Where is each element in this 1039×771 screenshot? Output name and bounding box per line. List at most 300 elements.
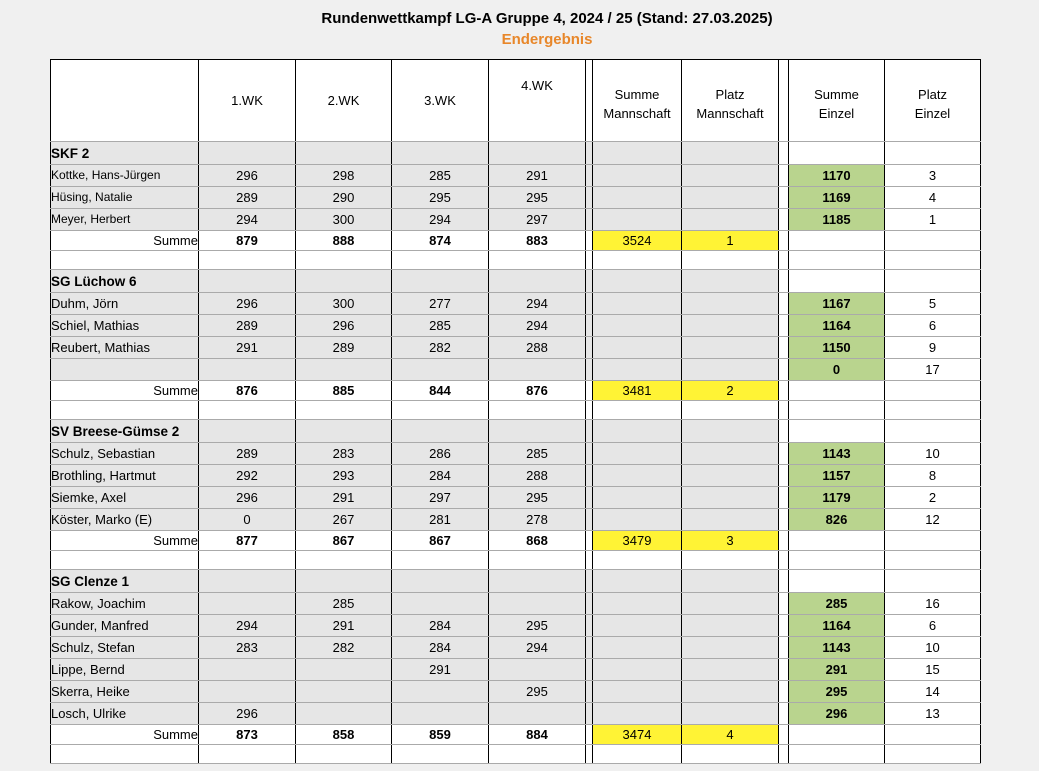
summe-einzel: 1143: [789, 443, 885, 465]
empty-cell: [682, 570, 779, 593]
empty-cell: [296, 551, 392, 570]
empty-cell: [779, 551, 789, 570]
team-header-row: [51, 142, 981, 165]
wk4-score: 291: [489, 165, 586, 187]
sum-label: Summe: [51, 531, 199, 551]
empty-cell: [392, 745, 489, 764]
empty-cell: [593, 209, 682, 231]
empty-cell: [885, 142, 981, 165]
empty-cell: [789, 725, 885, 745]
empty-cell: [682, 315, 779, 337]
empty-cell: [593, 293, 682, 315]
wk2-score: 291: [296, 487, 392, 509]
platz-einzel: 15: [885, 659, 981, 681]
wk1-total: 876: [199, 381, 296, 401]
platz-mannschaft: 3: [682, 531, 779, 551]
separator-cell: [779, 509, 789, 531]
empty-cell: [392, 142, 489, 165]
empty-cell: [682, 615, 779, 637]
empty-cell: [682, 401, 779, 420]
empty-cell: [199, 142, 296, 165]
wk3-total: 867: [392, 531, 489, 551]
shooter-name: Rakow, Joachim: [51, 593, 199, 615]
platz-einzel: 14: [885, 681, 981, 703]
empty-cell: [199, 251, 296, 270]
empty-cell: [789, 531, 885, 551]
wk2-total: 885: [296, 381, 392, 401]
separator-cell: [586, 293, 593, 315]
empty-cell: [593, 420, 682, 443]
shooter-row: [51, 681, 981, 703]
summe-einzel: 826: [789, 509, 885, 531]
wk1-score: 292: [199, 465, 296, 487]
wk1-total: 877: [199, 531, 296, 551]
platz-einzel: 3: [885, 165, 981, 187]
wk1-score: 296: [199, 165, 296, 187]
shooter-name: Lippe, Bernd: [51, 659, 199, 681]
team-sum-row: [51, 725, 981, 745]
page-title: Rundenwettkampf LG-A Gruppe 4, 2024 / 25 (Stand: 27.03.2025): [321, 10, 773, 27]
separator-cell: [586, 615, 593, 637]
empty-cell: [682, 487, 779, 509]
wk1-score: 289: [199, 187, 296, 209]
shooter-row: [51, 487, 981, 509]
empty-cell: [789, 231, 885, 251]
empty-cell: [593, 315, 682, 337]
summe-mannschaft: 3474: [593, 725, 682, 745]
platz-einzel: 6: [885, 615, 981, 637]
separator-cell: [779, 487, 789, 509]
empty-cell: [296, 420, 392, 443]
shooter-row: [51, 615, 981, 637]
wk4-score: 278: [489, 509, 586, 531]
separator-cell: [586, 725, 593, 745]
separator-cell: [779, 270, 789, 293]
summe-einzel: 1185: [789, 209, 885, 231]
wk1-score: 289: [199, 315, 296, 337]
empty-cell: [885, 531, 981, 551]
empty-cell: [593, 251, 682, 270]
shooter-name: Gunder, Manfred: [51, 615, 199, 637]
sum-label: Summe: [51, 381, 199, 401]
summe-einzel: 1179: [789, 487, 885, 509]
shooter-row: [51, 703, 981, 725]
separator-cell: [586, 593, 593, 615]
header-wk1: 1.WK: [199, 60, 296, 142]
separator-cell: [586, 142, 593, 165]
wk3-score: 281: [392, 509, 489, 531]
wk1-score: 289: [199, 443, 296, 465]
empty-cell: [593, 509, 682, 531]
separator-cell: [586, 465, 593, 487]
summe-mannschaft: 3481: [593, 381, 682, 401]
header-summe-mannschaft: Summe Mannschaft: [593, 60, 682, 142]
summe-mannschaft: 3479: [593, 531, 682, 551]
wk2-total: 888: [296, 231, 392, 251]
wk3-score: 295: [392, 187, 489, 209]
separator-cell: [779, 337, 789, 359]
separator-cell: [779, 725, 789, 745]
separator-cell: [779, 187, 789, 209]
empty-cell: [586, 551, 593, 570]
empty-cell: [593, 681, 682, 703]
empty-cell: [593, 142, 682, 165]
empty-cell: [51, 251, 199, 270]
wk2-score: 300: [296, 209, 392, 231]
spacer-row: [51, 251, 981, 270]
summe-einzel: 1167: [789, 293, 885, 315]
empty-cell: [489, 420, 586, 443]
separator-cell: [779, 703, 789, 725]
separator-cell: [586, 570, 593, 593]
wk4-total: 876: [489, 381, 586, 401]
wk1-total: 873: [199, 725, 296, 745]
empty-cell: [682, 637, 779, 659]
header-wk4: 4.WK: [489, 60, 586, 142]
empty-cell: [51, 745, 199, 764]
header-platz-einzel: Platz Einzel: [885, 60, 981, 142]
wk2-score: 282: [296, 637, 392, 659]
empty-cell: [682, 359, 779, 381]
wk4-score: [489, 593, 586, 615]
page-subtitle: Endergebnis: [501, 31, 593, 48]
header-wk3: 3.WK: [392, 60, 489, 142]
team-header-row: [51, 570, 981, 593]
separator-cell: [779, 231, 789, 251]
wk2-total: 867: [296, 531, 392, 551]
separator-cell: [586, 359, 593, 381]
wk3-score: 294: [392, 209, 489, 231]
empty-cell: [296, 270, 392, 293]
empty-cell: [682, 745, 779, 764]
empty-cell: [593, 165, 682, 187]
empty-cell: [586, 251, 593, 270]
separator-cell: [779, 381, 789, 401]
shooter-row: [51, 165, 981, 187]
summe-einzel: 295: [789, 681, 885, 703]
shooter-name: Skerra, Heike: [51, 681, 199, 703]
empty-cell: [789, 401, 885, 420]
wk1-score: 296: [199, 293, 296, 315]
empty-cell: [682, 551, 779, 570]
wk1-score: 0: [199, 509, 296, 531]
empty-cell: [199, 570, 296, 593]
wk3-score: 284: [392, 637, 489, 659]
empty-cell: [199, 551, 296, 570]
team-name: SKF 2: [51, 142, 199, 165]
empty-cell: [199, 401, 296, 420]
wk1-score: [199, 359, 296, 381]
empty-cell: [682, 209, 779, 231]
empty-cell: [885, 401, 981, 420]
summe-einzel: 1170: [789, 165, 885, 187]
shooter-row: [51, 359, 981, 381]
shooter-name: Köster, Marko (E): [51, 509, 199, 531]
wk2-score: 290: [296, 187, 392, 209]
team-name: SG Clenze 1: [51, 570, 199, 593]
separator-cell: [779, 465, 789, 487]
wk2-score: [296, 659, 392, 681]
team-sum-row: [51, 231, 981, 251]
wk2-score: 283: [296, 443, 392, 465]
summe-einzel: 1164: [789, 615, 885, 637]
empty-cell: [885, 745, 981, 764]
empty-cell: [392, 551, 489, 570]
sum-label: Summe: [51, 231, 199, 251]
spacer-row: [51, 401, 981, 420]
empty-cell: [489, 251, 586, 270]
empty-cell: [593, 551, 682, 570]
wk3-score: 277: [392, 293, 489, 315]
header-row: [51, 60, 981, 142]
wk3-score: [392, 359, 489, 381]
separator-cell: [586, 637, 593, 659]
shooter-name: Reubert, Mathias: [51, 337, 199, 359]
separator-cell: [586, 231, 593, 251]
empty-cell: [593, 745, 682, 764]
empty-cell: [682, 509, 779, 531]
platz-einzel: 8: [885, 465, 981, 487]
empty-cell: [682, 593, 779, 615]
wk1-score: 296: [199, 703, 296, 725]
wk4-score: 297: [489, 209, 586, 231]
separator-cell: [779, 615, 789, 637]
empty-cell: [489, 270, 586, 293]
shooter-row: [51, 187, 981, 209]
empty-cell: [682, 443, 779, 465]
empty-cell: [593, 570, 682, 593]
empty-cell: [789, 745, 885, 764]
empty-cell: [779, 251, 789, 270]
separator-cell: [586, 509, 593, 531]
wk4-score: 288: [489, 337, 586, 359]
header-summe-einzel: Summe Einzel: [789, 60, 885, 142]
wk2-score: 296: [296, 315, 392, 337]
separator-cell: [779, 443, 789, 465]
empty-cell: [489, 570, 586, 593]
wk4-score: [489, 659, 586, 681]
empty-cell: [593, 659, 682, 681]
shooter-name: [51, 359, 199, 381]
empty-cell: [392, 420, 489, 443]
wk2-score: 300: [296, 293, 392, 315]
separator-cell: [586, 187, 593, 209]
platz-einzel: 4: [885, 187, 981, 209]
shooter-name: Schulz, Stefan: [51, 637, 199, 659]
wk3-total: 844: [392, 381, 489, 401]
summe-mannschaft: 3524: [593, 231, 682, 251]
empty-cell: [593, 465, 682, 487]
empty-cell: [392, 251, 489, 270]
separator-cell: [586, 337, 593, 359]
empty-cell: [392, 270, 489, 293]
empty-cell: [392, 401, 489, 420]
platz-einzel: 13: [885, 703, 981, 725]
empty-cell: [682, 420, 779, 443]
empty-cell: [392, 570, 489, 593]
summe-einzel: 1150: [789, 337, 885, 359]
empty-cell: [296, 745, 392, 764]
wk1-score: 296: [199, 487, 296, 509]
empty-cell: [199, 270, 296, 293]
empty-cell: [51, 401, 199, 420]
header-platz-mannschaft: Platz Mannschaft: [682, 60, 779, 142]
empty-cell: [296, 251, 392, 270]
wk3-score: [392, 703, 489, 725]
empty-cell: [593, 443, 682, 465]
platz-einzel: 1: [885, 209, 981, 231]
shooter-row: [51, 637, 981, 659]
wk4-total: 884: [489, 725, 586, 745]
team-sum-row: [51, 381, 981, 401]
wk2-score: 293: [296, 465, 392, 487]
shooter-name: Siemke, Axel: [51, 487, 199, 509]
wk1-score: 283: [199, 637, 296, 659]
separator-cell: [779, 165, 789, 187]
wk4-score: 294: [489, 637, 586, 659]
separator-cell: [586, 531, 593, 551]
wk3-score: 284: [392, 465, 489, 487]
empty-cell: [789, 142, 885, 165]
wk4-score: 295: [489, 187, 586, 209]
empty-cell: [682, 681, 779, 703]
wk3-score: 286: [392, 443, 489, 465]
shooter-name: Meyer, Herbert: [51, 209, 199, 231]
wk2-total: 858: [296, 725, 392, 745]
shooter-name: Hüsing, Natalie: [51, 187, 199, 209]
shooter-row: [51, 659, 981, 681]
empty-cell: [789, 551, 885, 570]
platz-mannschaft: 2: [682, 381, 779, 401]
empty-cell: [296, 570, 392, 593]
shooter-name: Duhm, Jörn: [51, 293, 199, 315]
platz-einzel: 16: [885, 593, 981, 615]
empty-cell: [489, 551, 586, 570]
wk3-score: [392, 681, 489, 703]
empty-cell: [199, 745, 296, 764]
empty-cell: [489, 401, 586, 420]
empty-cell: [682, 187, 779, 209]
summe-einzel: 1164: [789, 315, 885, 337]
empty-cell: [682, 659, 779, 681]
empty-cell: [779, 401, 789, 420]
platz-einzel: 10: [885, 443, 981, 465]
empty-cell: [296, 142, 392, 165]
empty-cell: [593, 187, 682, 209]
empty-cell: [51, 551, 199, 570]
separator-cell: [586, 703, 593, 725]
shooter-row: [51, 465, 981, 487]
platz-mannschaft: 4: [682, 725, 779, 745]
separator-cell: [779, 315, 789, 337]
empty-cell: [586, 745, 593, 764]
wk4-total: 868: [489, 531, 586, 551]
shooter-name: Schiel, Mathias: [51, 315, 199, 337]
empty-cell: [682, 465, 779, 487]
separator-cell: [586, 165, 593, 187]
team-header-row: [51, 420, 981, 443]
wk3-score: 285: [392, 315, 489, 337]
empty-cell: [593, 487, 682, 509]
wk2-score: 291: [296, 615, 392, 637]
platz-einzel: 6: [885, 315, 981, 337]
wk4-total: 883: [489, 231, 586, 251]
separator-cell: [779, 659, 789, 681]
empty-cell: [885, 570, 981, 593]
separator-cell: [586, 659, 593, 681]
shooter-row: [51, 315, 981, 337]
shooter-row: [51, 443, 981, 465]
platz-einzel: 17: [885, 359, 981, 381]
separator-cell: [779, 531, 789, 551]
wk3-total: 874: [392, 231, 489, 251]
separator-cell: [586, 315, 593, 337]
wk1-total: 879: [199, 231, 296, 251]
wk4-score: [489, 359, 586, 381]
separator-cell: [586, 270, 593, 293]
empty-cell: [586, 401, 593, 420]
results-table: [50, 59, 981, 764]
empty-cell: [682, 165, 779, 187]
wk3-score: [392, 593, 489, 615]
empty-cell: [489, 142, 586, 165]
summe-einzel: 1169: [789, 187, 885, 209]
wk2-score: 298: [296, 165, 392, 187]
empty-cell: [885, 231, 981, 251]
wk2-score: [296, 681, 392, 703]
wk3-score: 291: [392, 659, 489, 681]
empty-cell: [593, 703, 682, 725]
wk4-score: 295: [489, 487, 586, 509]
platz-einzel: 10: [885, 637, 981, 659]
wk4-score: [489, 703, 586, 725]
separator-cell: [779, 570, 789, 593]
empty-cell: [593, 270, 682, 293]
separator-cell: [779, 637, 789, 659]
wk4-score: 288: [489, 465, 586, 487]
empty-cell: [779, 745, 789, 764]
shooter-name: Losch, Ulrike: [51, 703, 199, 725]
empty-cell: [885, 251, 981, 270]
separator-cell: [779, 293, 789, 315]
team-sum-row: [51, 531, 981, 551]
separator-cell: [586, 443, 593, 465]
shooter-name: Brothling, Hartmut: [51, 465, 199, 487]
summe-einzel: 285: [789, 593, 885, 615]
empty-cell: [885, 270, 981, 293]
empty-cell: [789, 570, 885, 593]
spacer-row: [51, 745, 981, 764]
shooter-row: [51, 293, 981, 315]
shooter-row: [51, 209, 981, 231]
wk4-score: 295: [489, 681, 586, 703]
team-name: SV Breese-Gümse 2: [51, 420, 199, 443]
empty-cell: [789, 420, 885, 443]
empty-cell: [682, 270, 779, 293]
separator-cell: [779, 209, 789, 231]
wk4-score: 295: [489, 615, 586, 637]
empty-cell: [789, 251, 885, 270]
team-name: SG Lüchow 6: [51, 270, 199, 293]
empty-cell: [789, 381, 885, 401]
empty-cell: [593, 593, 682, 615]
separator-cell: [779, 593, 789, 615]
separator-cell: [779, 420, 789, 443]
summe-einzel: 1157: [789, 465, 885, 487]
wk2-score: 267: [296, 509, 392, 531]
empty-cell: [885, 420, 981, 443]
wk4-score: 285: [489, 443, 586, 465]
